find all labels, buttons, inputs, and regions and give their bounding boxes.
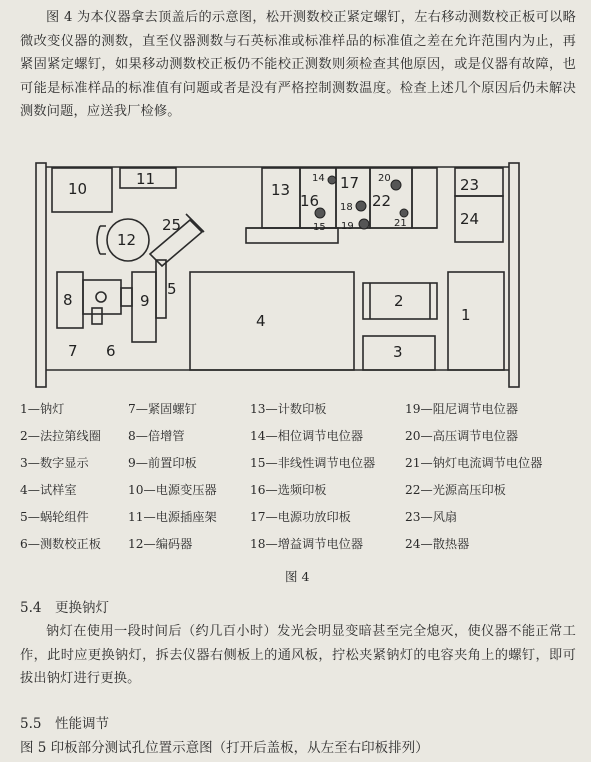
label-10: 10	[68, 180, 88, 198]
legend-row: 1—钠灯 7—紧固螺钉 13—计数印板 19—阻尼调节电位器	[20, 402, 519, 416]
section-heading: 5.5 性能调节	[20, 716, 109, 732]
sample-chamber	[190, 272, 354, 370]
legend-row: 4—试样室 10—电源变压器 16—选频印板 22—光源高压印板	[20, 483, 506, 497]
label-2: 2	[394, 292, 404, 310]
section-body: 钠灯在使用一段时间后（约几百小时）发光会明显变暗甚至完全熄灭，使仪器不能正常工作，此时应更换钠灯，拆去仪器右侧板上的通风板，拧松夹紧钠灯的电容夹角上的螺钉，即可拔出钠灯进行更换。	[20, 624, 576, 687]
label-12: 12	[117, 231, 137, 249]
label-5: 5	[167, 280, 177, 298]
legend-row: 6—测数校正板 12—编码器 18—增益调节电位器 24—散热器	[20, 537, 470, 551]
label-11: 11	[136, 170, 156, 188]
hv-pot	[359, 219, 369, 229]
label-25: 25	[162, 216, 182, 234]
label-24: 24	[460, 210, 480, 228]
damping-pot	[391, 180, 401, 190]
legend-row: 3—数字显示 9—前置印板 15—非线性调节电位器 21—钠灯电流调节电位器	[20, 456, 543, 470]
label-13: 13	[271, 181, 291, 199]
lamp-current-pot	[400, 209, 408, 217]
label-4: 4	[256, 312, 266, 330]
sodium-lamp	[448, 272, 504, 370]
label-9: 9	[140, 292, 150, 310]
worm-gear-assembly	[156, 260, 166, 318]
label-16: 16	[300, 192, 320, 210]
label-19: 19	[341, 221, 354, 232]
label-23: 23	[460, 176, 480, 194]
section-heading: 5.4 更换钠灯	[20, 600, 109, 616]
figure-label: 图 4	[285, 569, 310, 584]
label-18: 18	[340, 202, 353, 213]
label-22: 22	[372, 192, 392, 210]
left-side-panel	[36, 163, 46, 387]
legend-row: 5—蜗轮组件 11—电源插座架 17—电源功放印板 23—风扇	[20, 510, 458, 524]
intro-paragraph: 图 4 为本仪器拿去顶盖后的示意图，松开测数校正紧定螺钉，左右移动测数校正板可以略微改变仪器的测数，直至仪器测数与石英标准或标准样品的标准值之差在允许范围内为止，再紧固紧定螺钉，如果移动测数校正板仍不能校正测数则须检查其他原因，或是仪器有故障，也可能是标准样品的标准值有问题或者是没有严格控制测数温度。检查上述几个原因后仍未解决测数问题，应送我厂检修。	[20, 10, 576, 120]
label-3: 3	[393, 343, 403, 361]
label-6: 6	[106, 342, 116, 360]
phase-pot	[328, 176, 336, 184]
label-7: 7	[68, 342, 78, 360]
figure-caption: 图 5 印板部分测试孔位置示意图（打开后盖板，从左至右印板排列）	[20, 740, 429, 756]
label-15: 15	[313, 222, 326, 233]
label-1: 1	[461, 306, 471, 324]
gain-pot	[356, 201, 366, 211]
fastening-screw	[92, 308, 102, 324]
label-21: 21	[394, 218, 407, 229]
label-17: 17	[340, 174, 360, 192]
legend-row: 2—法拉第线圈 8—倍增管 14—相位调节电位器 20—高压调节电位器	[20, 429, 519, 443]
right-side-panel	[509, 163, 519, 387]
label-8: 8	[63, 291, 73, 309]
label-20: 20	[378, 173, 391, 184]
label-14: 14	[312, 173, 325, 184]
